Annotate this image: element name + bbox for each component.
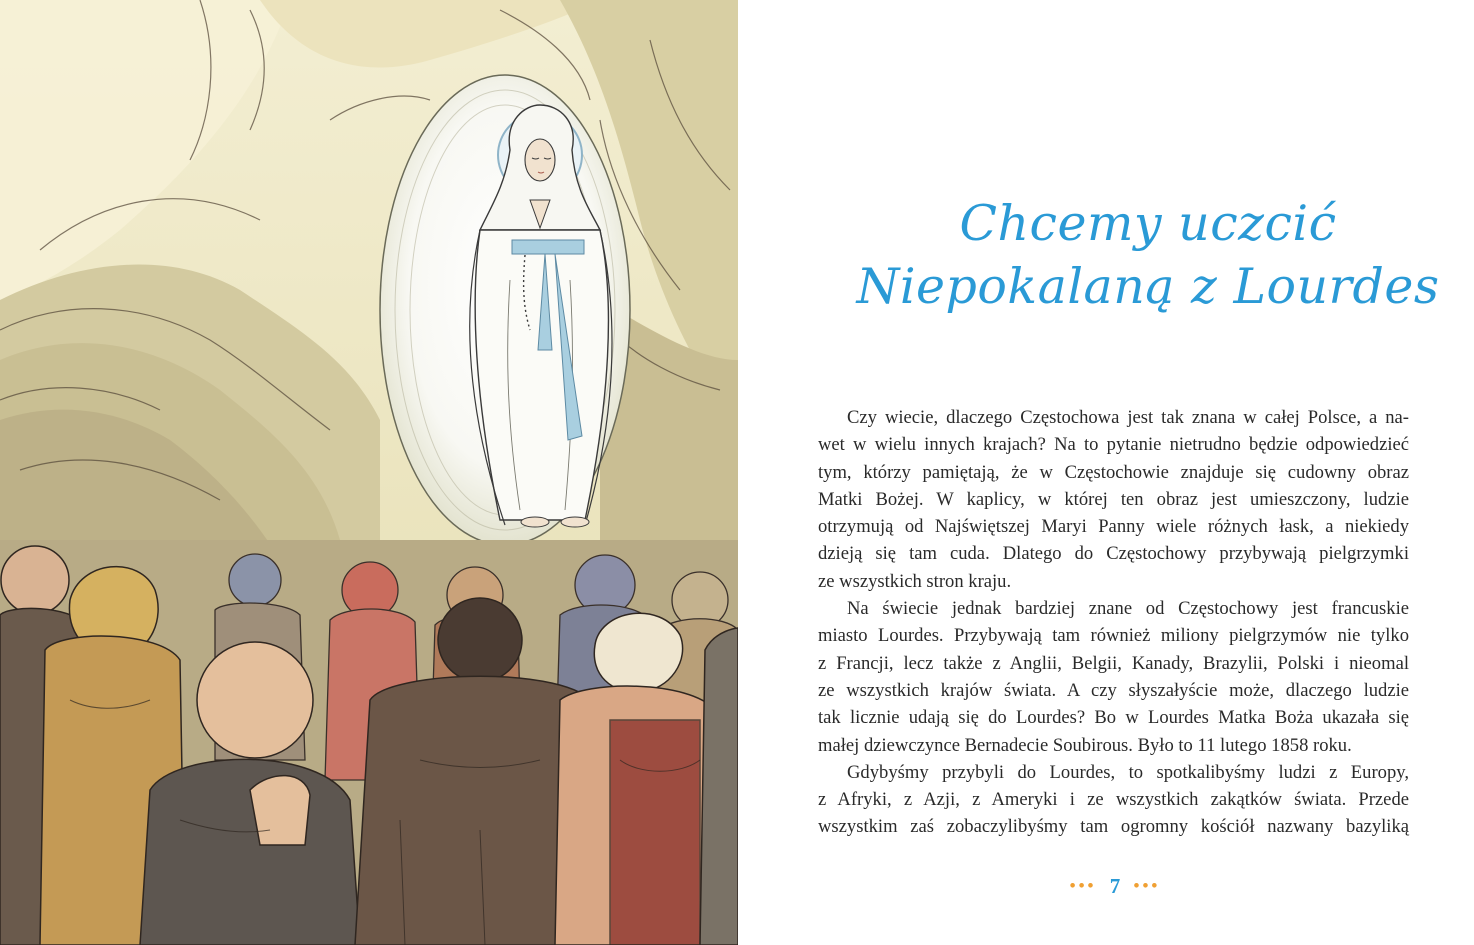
text-page <box>738 0 1474 945</box>
text-line: ze wszystkich stron kraju. <box>818 570 1012 592</box>
folio-ornament-left: ••• <box>1069 876 1097 895</box>
chapter-title <box>828 192 1468 318</box>
folio-ornament-right: ••• <box>1133 876 1161 895</box>
paragraph-2 <box>818 595 1409 759</box>
text-line: Gdybyśmy przybyli do Lourdes, to spotkalibyśmy ludzi z Europy, <box>847 761 1409 783</box>
text-line: otrzymują od Najświętszej Maryi Panny wiele różnych łask, a niekiedy <box>818 516 1409 538</box>
text-line: z Afryki, z Azji, z Ameryki i ze wszystkich zakątków świata. Przede <box>818 789 1409 811</box>
chapter-title-line-1: Chcemy uczcić <box>959 195 1337 252</box>
text-line: Czy wiecie, dlaczego Częstochowa jest tak znana w całej Polsce, a na- <box>847 407 1409 428</box>
text-line: wszystkim zaś zobaczylibyśmy tam ogromny kościół nazwany bazyliką <box>818 816 1409 838</box>
text-line: miasto Lourdes. Przybywają tam również miliony pielgrzymów nie tylko <box>818 625 1409 647</box>
text-line: Matki Bożej. W kaplicy, w której ten obraz jest umieszczony, ludzie <box>818 488 1409 510</box>
text-line: dzieją się tam cuda. Dlatego do Częstochowy przybywają pielgrzymki <box>818 543 1409 565</box>
text-line: Na świecie jednak bardziej znane od Częstochowy jest francuskie <box>847 598 1409 620</box>
text-line: wet w wielu innych krajach? Na to pytanie nietrudno będzie odpowiedzieć <box>818 434 1409 456</box>
paragraph-3 <box>818 759 1409 841</box>
text-line: małej dziewczynce Bernadecie Soubirous. Było to 11 lutego 1858 roku. <box>818 734 1352 756</box>
text-line: ze wszystkich krajów świata. A czy słyszałyście może, dlaczego ludzie <box>818 679 1409 701</box>
page-number: 7 <box>1109 874 1121 898</box>
page-number-folio <box>738 874 1474 899</box>
text-line: tak licznie udają się do Lourdes? Bo w Lourdes Matka Boża ukazała się <box>818 707 1409 729</box>
paragraph-1 <box>818 404 1409 595</box>
text-line: tym, którzy pamiętają, że w Częstochowie znajduje się cudowny obraz <box>818 461 1409 483</box>
text-line: z Francji, lecz także z Anglii, Belgii, Kanady, Brazylii, Polski i nieomal <box>818 652 1409 674</box>
body-text <box>818 404 1409 841</box>
chapter-title-line-2: Niepokalaną z Lourdes <box>856 258 1440 315</box>
